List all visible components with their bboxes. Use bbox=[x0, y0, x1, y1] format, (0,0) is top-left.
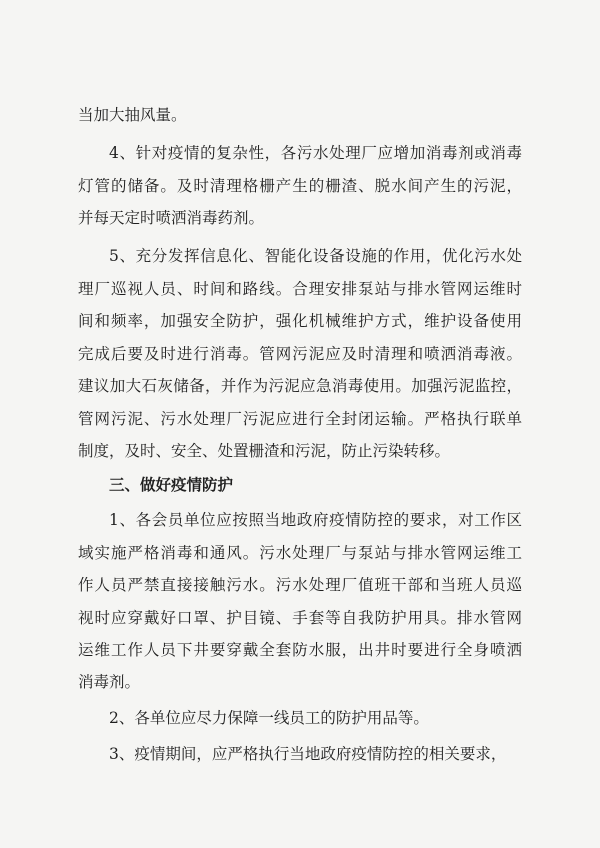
paragraph-line: 间和频率，加强安全防护，强化机械维护方式，维护设备使用 bbox=[78, 312, 522, 330]
paragraph-line: 域实施严格消毒和通风。污水处理厂与泵站与排水管网运维工 bbox=[78, 544, 522, 562]
paragraph-line: 视时应穿戴好口罩、护目镜、手套等自我防护用具。排水管网 bbox=[78, 609, 522, 627]
paragraph-line: 制度，及时、安全、处置栅渣和污泥，防止污染转移。 bbox=[78, 442, 451, 460]
paragraph-line: 3、疫情期间，应严格执行当地政府疫情防控的相关要求， bbox=[109, 745, 507, 763]
paragraph-line: 4、针对疫情的复杂性，各污水处理厂应增加消毒剂或消毒 bbox=[109, 144, 522, 162]
paragraph-line: 并每天定时喷洒消毒药剂。 bbox=[78, 209, 265, 227]
paragraph-line: 作人员严禁直接接触污水。污水处理厂值班干部和当班人员巡 bbox=[78, 576, 522, 594]
paragraph-line: 管网污泥、污水处理厂污泥应进行全封闭运输。严格执行联单 bbox=[78, 410, 522, 428]
paragraph-line: 灯管的储备。及时清理格栅产生的栅渣、脱水间产生的污泥， bbox=[78, 177, 522, 195]
paragraph-line: 建议加大石灰储备，并作为污泥应急消毒使用。加强污泥监控， bbox=[78, 377, 522, 395]
section-heading: 三、做好疫情防护 bbox=[109, 476, 234, 494]
paragraph-line: 运维工作人员下井要穿戴全套防水服，出井时要进行全身喷洒 bbox=[78, 641, 522, 659]
paragraph-line: 消毒剂。 bbox=[78, 673, 141, 691]
paragraph-line: 2、各单位应尽力保障一线员工的防护用品等。 bbox=[109, 709, 429, 727]
paragraph-line: 完成后要及时进行消毒。管网污泥应及时清理和喷洒消毒液。 bbox=[78, 345, 522, 363]
paragraph-line: 当加大抽风量。 bbox=[78, 106, 187, 124]
paragraph-line: 5、充分发挥信息化、智能化设备设施的作用，优化污水处 bbox=[109, 247, 522, 265]
paragraph-line: 理厂巡视人员、时间和路线。合理安排泵站与排水管网运维时 bbox=[78, 280, 522, 298]
paragraph-line: 1、各会员单位应按照当地政府疫情防控的要求，对工作区 bbox=[109, 511, 522, 529]
